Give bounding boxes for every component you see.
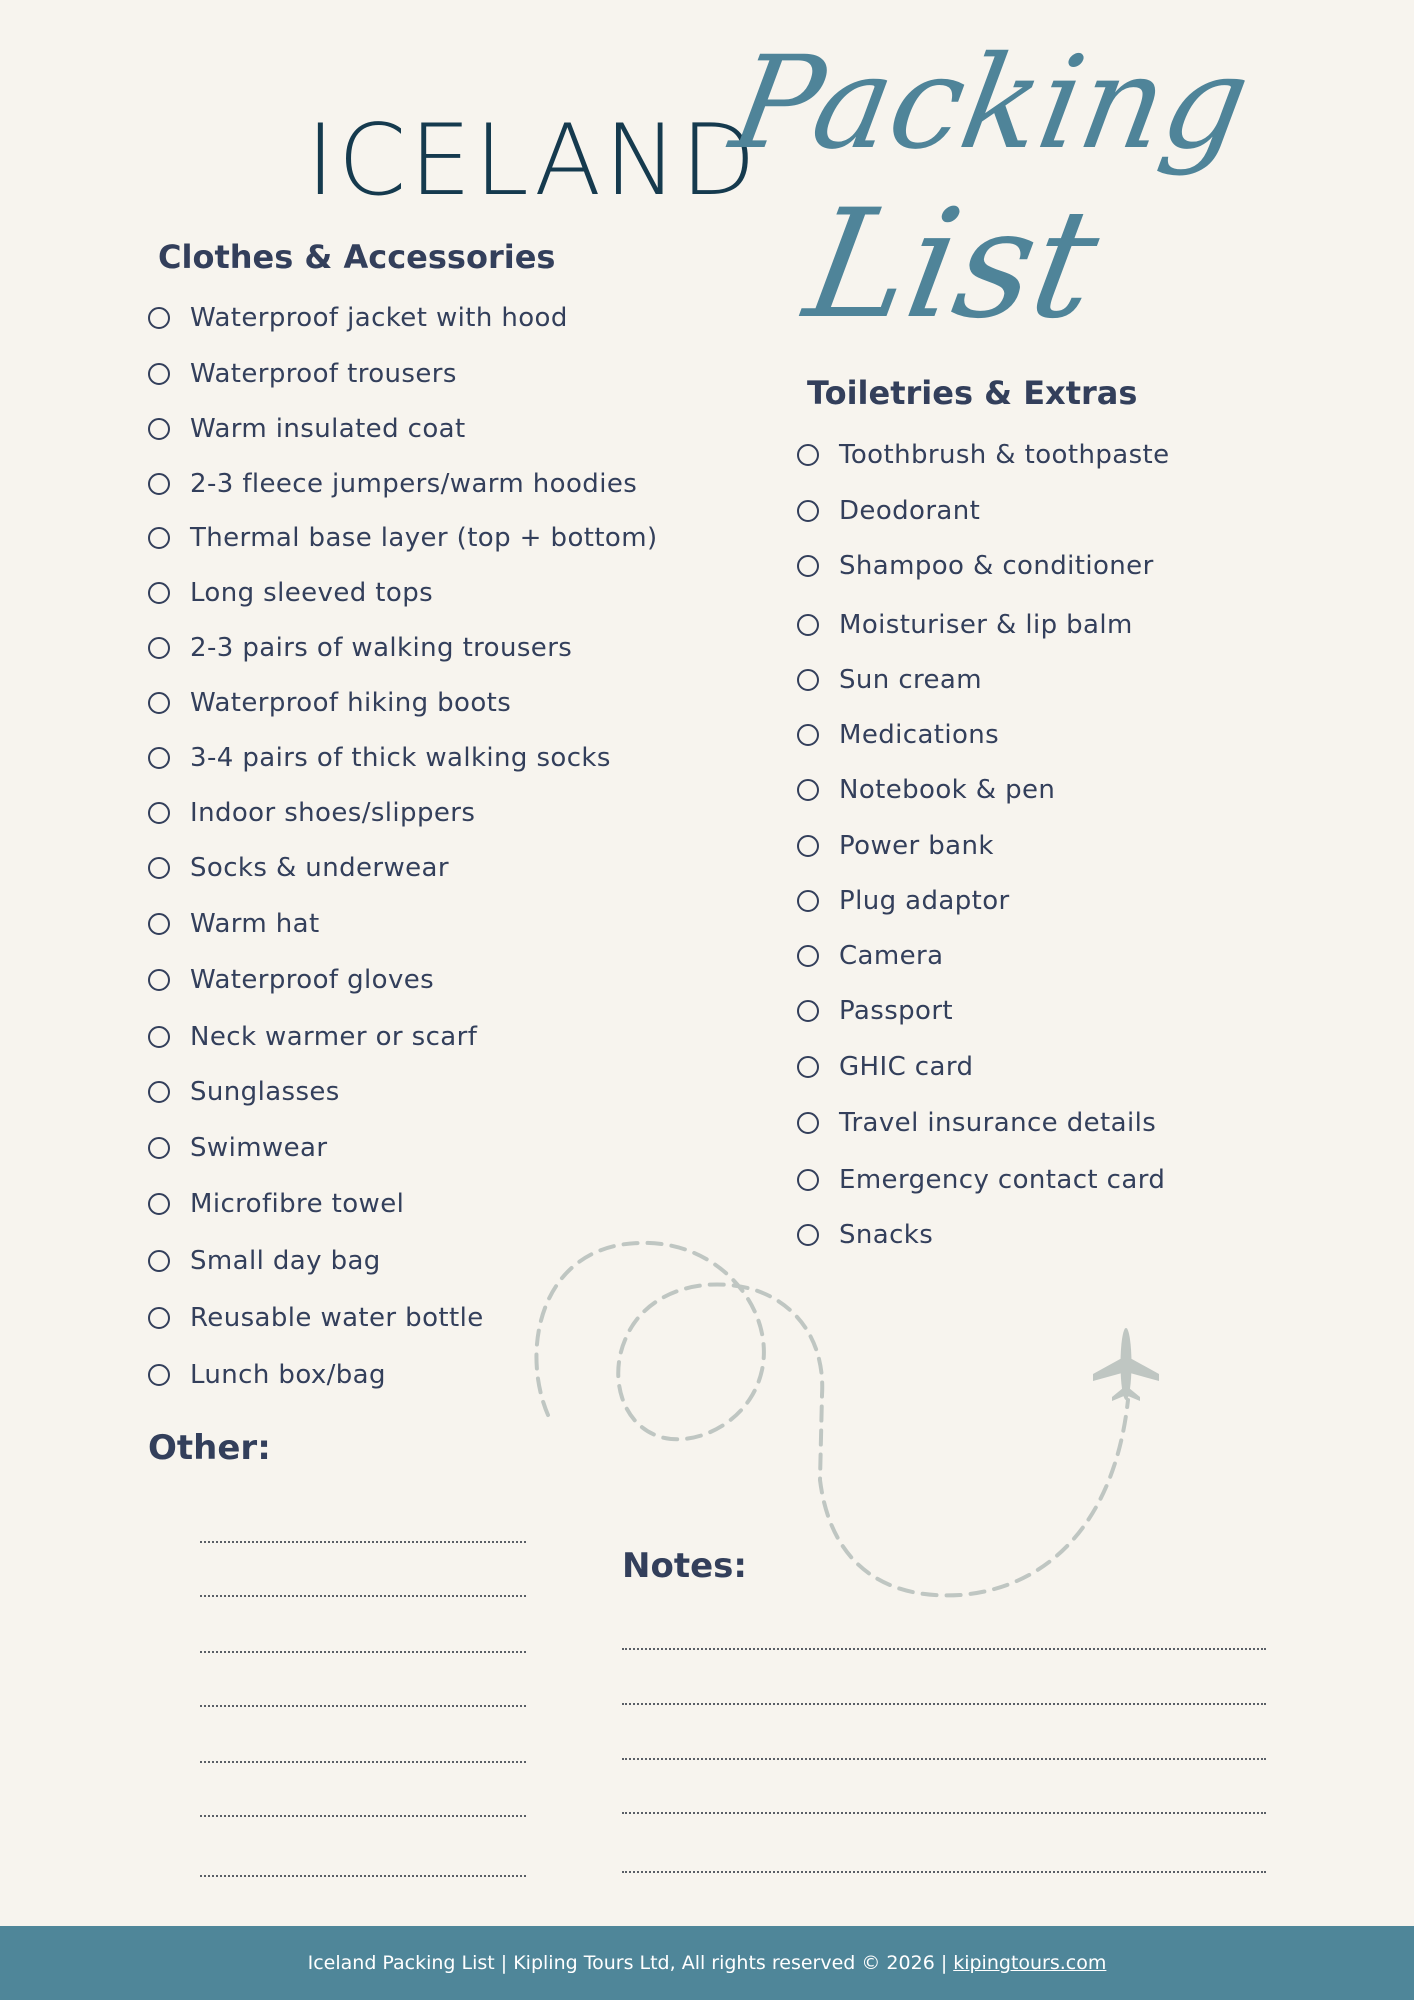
checklist-item[interactable] — [148, 409, 466, 449]
item-label: 2-3 fleece jumpers/warm hoodies — [190, 469, 638, 499]
checklist-item[interactable] — [148, 960, 434, 1000]
checkbox-circle[interactable] — [797, 890, 819, 912]
item-label: Plug adaptor — [839, 886, 1010, 916]
checklist-item[interactable] — [148, 738, 611, 778]
checklist-item[interactable] — [797, 770, 1055, 810]
item-label: Indoor shoes/slippers — [190, 798, 476, 828]
checkbox-circle[interactable] — [797, 669, 819, 691]
checklist-item[interactable] — [148, 1017, 477, 1057]
checkbox-circle[interactable] — [148, 418, 170, 440]
title-script-list: List — [794, 178, 1111, 352]
checkbox-circle[interactable] — [797, 835, 819, 857]
checkbox-circle[interactable] — [148, 1193, 170, 1215]
checklist-item[interactable] — [148, 628, 572, 668]
checklist-item[interactable] — [148, 354, 457, 394]
write-line[interactable] — [622, 1758, 1266, 1760]
checkbox-circle[interactable] — [148, 582, 170, 604]
checkbox-circle[interactable] — [148, 802, 170, 824]
checklist-item[interactable] — [148, 573, 433, 613]
footer — [0, 1926, 1414, 2000]
checkbox-circle[interactable] — [148, 1137, 170, 1159]
checklist-item[interactable] — [797, 881, 1010, 921]
footer-text: Iceland Packing List | Kipling Tours Ltd, All rights reserved © 2026 | — [307, 1952, 948, 1974]
checkbox-circle[interactable] — [797, 555, 819, 577]
checkbox-circle[interactable] — [797, 444, 819, 466]
item-label: Waterproof hiking boots — [190, 688, 512, 718]
item-label: Neck warmer or scarf — [190, 1022, 478, 1052]
checklist-item[interactable] — [797, 826, 994, 866]
title-script-packing: Packing — [721, 29, 1260, 178]
checkbox-circle[interactable] — [148, 913, 170, 935]
checkbox-circle[interactable] — [797, 1000, 819, 1022]
checklist-item[interactable] — [148, 848, 449, 888]
checklist-item[interactable] — [797, 435, 1170, 475]
write-line[interactable] — [622, 1812, 1266, 1814]
checkbox-circle[interactable] — [148, 307, 170, 329]
write-line[interactable] — [200, 1815, 526, 1817]
checklist-item[interactable] — [148, 464, 637, 504]
write-line[interactable] — [200, 1595, 526, 1597]
checklist-item[interactable] — [797, 491, 980, 531]
checkbox-circle[interactable] — [148, 969, 170, 991]
checkbox-circle[interactable] — [148, 637, 170, 659]
item-label: Shampoo & conditioner — [839, 551, 1154, 581]
write-line[interactable] — [622, 1703, 1266, 1705]
checklist-item[interactable] — [797, 605, 1133, 645]
write-line[interactable] — [622, 1871, 1266, 1873]
checkbox-circle[interactable] — [797, 1112, 819, 1134]
checklist-item[interactable] — [148, 1241, 381, 1281]
checklist-item[interactable] — [148, 1298, 484, 1338]
item-label: Long sleeved tops — [190, 578, 434, 608]
checklist-item[interactable] — [797, 1215, 933, 1255]
checkbox-circle[interactable] — [148, 527, 170, 549]
item-label: Travel insurance details — [839, 1108, 1157, 1138]
checklist-item[interactable] — [148, 793, 475, 833]
write-line[interactable] — [200, 1875, 526, 1877]
item-label: Moisturiser & lip balm — [839, 610, 1133, 640]
item-label: Deodorant — [839, 496, 981, 526]
checklist-item[interactable] — [148, 1072, 340, 1112]
item-label: Waterproof jacket with hood — [190, 303, 568, 333]
checkbox-circle[interactable] — [148, 1081, 170, 1103]
item-label: Warm hat — [190, 909, 320, 939]
checklist-item[interactable] — [797, 660, 982, 700]
checkbox-circle[interactable] — [148, 363, 170, 385]
checklist-item[interactable] — [148, 1355, 386, 1395]
checklist-item[interactable] — [797, 1160, 1165, 1200]
checkbox-circle[interactable] — [797, 614, 819, 636]
item-label: Warm insulated coat — [190, 414, 466, 444]
checkbox-circle[interactable] — [148, 1307, 170, 1329]
checklist-item[interactable] — [148, 518, 658, 558]
checkbox-circle[interactable] — [148, 1026, 170, 1048]
checklist-item[interactable] — [148, 1184, 404, 1224]
write-line[interactable] — [200, 1541, 526, 1543]
item-label: Waterproof trousers — [190, 359, 457, 389]
item-label: GHIC card — [839, 1052, 974, 1082]
item-label: Microfibre towel — [190, 1189, 405, 1219]
write-line[interactable] — [200, 1761, 526, 1763]
toiletries-heading: Toiletries & Extras — [807, 374, 1138, 412]
clothes-heading: Clothes & Accessories — [158, 238, 556, 276]
checkbox-circle[interactable] — [148, 692, 170, 714]
item-label: Camera — [839, 941, 944, 971]
checkbox-circle[interactable] — [148, 1364, 170, 1386]
checkbox-circle[interactable] — [148, 1250, 170, 1272]
checkbox-circle[interactable] — [797, 945, 819, 967]
checkbox-circle[interactable] — [148, 747, 170, 769]
item-label: Small day bag — [190, 1246, 381, 1276]
item-label: Thermal base layer (top + bottom) — [190, 523, 658, 553]
item-label: Socks & underwear — [190, 853, 449, 883]
item-label: Swimwear — [190, 1133, 328, 1163]
footer-link[interactable]: kipingtours.com — [953, 1952, 1107, 1974]
write-line[interactable] — [622, 1648, 1266, 1650]
checklist-item[interactable] — [797, 546, 1154, 586]
checklist-item[interactable] — [797, 1103, 1156, 1143]
title-iceland: ICELAND — [306, 104, 759, 218]
item-label: Waterproof gloves — [190, 965, 435, 995]
item-label: Sun cream — [839, 665, 982, 695]
item-label: Snacks — [839, 1220, 934, 1250]
item-label: 3-4 pairs of thick walking socks — [190, 743, 611, 773]
checklist-item[interactable] — [148, 683, 511, 723]
checkbox-circle[interactable] — [148, 473, 170, 495]
item-label: Toothbrush & toothpaste — [839, 440, 1170, 470]
checkbox-circle[interactable] — [797, 1224, 819, 1246]
checkbox-circle[interactable] — [797, 1056, 819, 1078]
checkbox-circle[interactable] — [797, 500, 819, 522]
checklist-item[interactable] — [797, 1047, 973, 1087]
write-line[interactable] — [200, 1651, 526, 1653]
checklist-item[interactable] — [797, 991, 953, 1031]
item-label: Lunch box/bag — [190, 1360, 386, 1390]
item-label: Sunglasses — [190, 1077, 340, 1107]
checkbox-circle[interactable] — [797, 779, 819, 801]
notes-heading: Notes: — [622, 1546, 747, 1586]
checklist-item[interactable] — [148, 1128, 327, 1168]
item-label: Emergency contact card — [839, 1165, 1166, 1195]
checkbox-circle[interactable] — [148, 857, 170, 879]
checklist-item[interactable] — [797, 936, 943, 976]
write-line[interactable] — [200, 1705, 526, 1707]
other-heading: Other: — [148, 1428, 271, 1468]
item-label: Reusable water bottle — [190, 1303, 484, 1333]
checkbox-circle[interactable] — [797, 1169, 819, 1191]
checklist-item[interactable] — [797, 715, 999, 755]
checklist-item[interactable] — [148, 298, 568, 338]
item-label: Power bank — [839, 831, 994, 861]
item-label: Passport — [839, 996, 954, 1026]
checkbox-circle[interactable] — [797, 724, 819, 746]
checklist-item[interactable] — [148, 904, 320, 944]
airplane-icon — [1093, 1328, 1159, 1401]
item-label: 2-3 pairs of walking trousers — [190, 633, 573, 663]
item-label: Medications — [839, 720, 1000, 750]
item-label: Notebook & pen — [839, 775, 1056, 805]
